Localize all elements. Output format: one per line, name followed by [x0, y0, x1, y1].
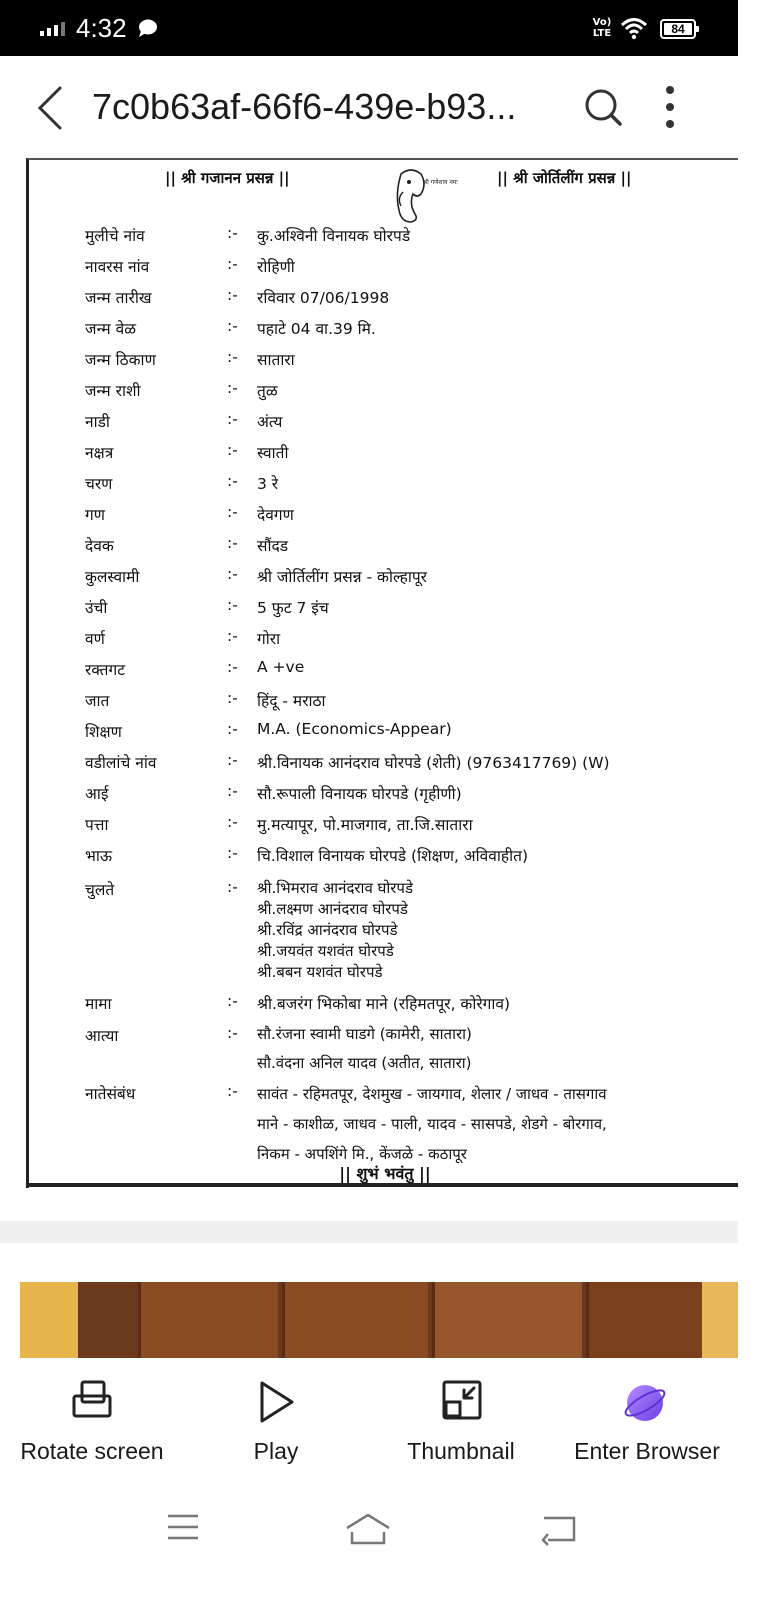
row-value: श्री जोर्तिलींग प्रसन्न - कोल्हापूर [257, 568, 428, 586]
row-separator: :- [227, 286, 238, 304]
row-separator: :- [227, 379, 238, 397]
row-label: वडीलांचे नांव [85, 754, 157, 772]
atya-line: सौ.वंदना अनिल यादव (अतीत, सातारा) [257, 1054, 472, 1072]
row-separator: :- [227, 720, 238, 738]
row-label: जन्म ठिकाण [85, 351, 156, 369]
row-separator: :- [227, 503, 238, 521]
row-label: चुलते [85, 881, 115, 899]
biodata-row [85, 534, 765, 560]
row-value: गोरा [257, 630, 281, 648]
biodata-row [85, 782, 765, 808]
browser-planet-icon [622, 1380, 668, 1426]
wifi-icon [620, 16, 648, 40]
row-separator: :- [227, 596, 238, 614]
row-value: सौ.रूपाली विनायक घोरपडे (गृहीणी) [257, 785, 462, 803]
biodata-page [26, 158, 738, 1188]
biodata-row [85, 503, 765, 529]
row-separator: :- [227, 255, 238, 273]
row-value: रविवार 07/06/1998 [257, 289, 390, 307]
row-label: नक्षत्र [85, 444, 114, 462]
next-page-photo-preview[interactable] [20, 1282, 738, 1358]
signal-icon [40, 22, 72, 36]
row-separator: :- [227, 317, 238, 335]
chulte-line: श्री.लक्ष्मण आनंदराव घोरपडे [257, 900, 408, 918]
row-separator: :- [227, 844, 238, 862]
bottom-toolbar [0, 1358, 738, 1486]
row-value: श्री.बजरंग भिकोबा माने (रहिमतपूर, कोरेगाव) [257, 995, 511, 1013]
row-label: गण [85, 506, 105, 524]
rotate-screen-button[interactable] [0, 1358, 184, 1486]
biodata-row [85, 410, 765, 436]
door-panel [282, 1282, 428, 1358]
chulte-line: श्री.जयवंत यशवंत घोरपडे [257, 942, 394, 960]
search-icon[interactable] [582, 86, 624, 128]
chat-bubble-icon [138, 19, 158, 37]
row-value: कु.अश्विनी विनायक घोरपडे [257, 227, 411, 245]
row-separator: :- [227, 689, 238, 707]
row-value: सौंदड [257, 537, 289, 555]
row-separator: :- [227, 534, 238, 552]
row-separator: :- [227, 410, 238, 428]
door-panel [586, 1282, 706, 1358]
row-separator: :- [227, 813, 238, 831]
biodata-row [85, 255, 765, 281]
biodata-row [85, 317, 765, 343]
row-separator: :- [227, 1082, 238, 1100]
row-value: हिंदू - मराठा [257, 692, 326, 710]
row-value: सातारा [257, 351, 295, 369]
biodata-row [85, 689, 765, 715]
row-label: चरण [85, 475, 113, 493]
row-label: शिक्षण [85, 723, 122, 741]
wall-region [702, 1282, 738, 1358]
biodata-row [85, 844, 765, 870]
row-label: नाडी [85, 413, 110, 431]
row-value: मु.मत्यापूर, पो.माजगाव, ता.जि.सातारा [257, 816, 473, 834]
biodata-row [85, 472, 765, 498]
play-button[interactable] [186, 1358, 366, 1486]
row-separator: :- [227, 878, 238, 896]
biodata-row [85, 627, 765, 653]
biodata-row [85, 813, 765, 839]
row-value: तुळ [257, 382, 278, 400]
row-label: वर्ण [85, 630, 105, 648]
row-separator: :- [227, 751, 238, 769]
row-separator: :- [227, 348, 238, 366]
row-separator: :- [227, 472, 238, 490]
biodata-row [85, 379, 765, 405]
row-label: जात [85, 692, 110, 710]
row-label: आई [85, 785, 109, 803]
row-value: 3 रे [257, 475, 279, 493]
row-label: देवक [85, 537, 114, 555]
natesambandh-line: सावंत - रहिमतपूर, देशमुख - जायगाव, शेलार / जाधव - तासगाव [257, 1085, 607, 1103]
row-value: चि.विशाल विनायक घोरपडे (शिक्षण, अविवाहीत) [257, 847, 529, 865]
row-label: आत्या [85, 1027, 119, 1045]
row-label: भाऊ [85, 847, 113, 865]
chulte-line: श्री.भिमराव आनंदराव घोरपडे [257, 879, 413, 897]
battery-level: 84 [664, 23, 692, 35]
row-chulte [85, 878, 765, 904]
row-value: M.A. (Economics-Appear) [257, 720, 452, 738]
file-title: 7c0b63af-66f6-439e-b93... [92, 86, 517, 127]
row-separator: :- [227, 565, 238, 583]
rotate-screen-icon [72, 1380, 112, 1420]
volte-icon: Vo) LTE [592, 17, 612, 39]
natesambandh-line: माने - काशीळ, जाधव - पाली, यादव - सासपडे, शेडगे - बोरगाव, [257, 1115, 607, 1133]
row-separator: :- [227, 224, 238, 242]
row-label: जन्म वेळ [85, 320, 137, 338]
row-separator: :- [227, 1024, 238, 1042]
biodata-row [85, 751, 765, 777]
door-panel [432, 1282, 582, 1358]
document-viewer[interactable] [0, 156, 738, 1246]
row-label: पत्ता [85, 816, 109, 834]
invocation-right: || श्री जोर्तिलींग प्रसन्न || [497, 169, 632, 187]
play-icon [256, 1380, 296, 1424]
biodata-row [85, 286, 765, 312]
back-nav-icon[interactable] [540, 1512, 580, 1544]
row-value: A +ve [257, 658, 305, 676]
row-value: अंत्य [257, 413, 283, 431]
rotate-screen-label: Rotate screen [20, 1438, 164, 1464]
row-label: मामा [85, 995, 112, 1013]
battery-icon [660, 19, 696, 39]
row-value: स्वाती [257, 444, 289, 462]
thumbnail-button[interactable] [366, 1358, 556, 1486]
row-value: 5 फुट 7 इंच [257, 599, 329, 617]
row-label: जन्म राशी [85, 382, 141, 400]
biodata-row [85, 596, 765, 622]
row-separator: :- [227, 441, 238, 459]
logo-text: श्री गणेशाय नमः [423, 179, 458, 186]
biodata-row [85, 224, 765, 250]
enter-browser-button[interactable] [556, 1358, 738, 1486]
app-bar [0, 56, 738, 156]
biodata-row [85, 441, 765, 467]
biodata-row [85, 565, 765, 591]
ganesh-logo-icon [383, 164, 458, 226]
biodata-row [85, 348, 765, 374]
wall-region [20, 1282, 78, 1358]
row-label: जन्म तारीख [85, 289, 152, 307]
row-value: रोहिणी [257, 258, 295, 276]
row-label: कुलस्वामी [85, 568, 140, 586]
row-separator: :- [227, 627, 238, 645]
system-nav-bar [0, 1490, 738, 1600]
page-bottom-rule [26, 1183, 738, 1187]
thumbnail-icon [442, 1380, 482, 1420]
enter-browser-label: Enter Browser [574, 1438, 720, 1464]
row-label: नावरस नांव [85, 258, 150, 276]
biodata-row [85, 720, 765, 746]
menu-lines-icon[interactable] [166, 1512, 200, 1542]
invocation-left: || श्री गजानन प्रसन्न || [165, 169, 290, 187]
row-label: रक्तगट [85, 661, 126, 679]
back-icon[interactable] [32, 84, 68, 132]
page-gap [0, 1221, 738, 1243]
row-separator: :- [227, 658, 238, 676]
door-panel [138, 1282, 278, 1358]
natesambandh-line: निकम - अपशिंगे मि., केंजळे - कठापूर [257, 1145, 467, 1163]
row-value: देवगण [257, 506, 294, 524]
atya-line: सौ.रंजना स्वामी घाडगे (कामेरी, सातारा) [257, 1025, 472, 1043]
chulte-line: श्री.रविंद्र आनंदराव घोरपडे [257, 921, 398, 939]
row-separator: :- [227, 782, 238, 800]
row-value: पहाटे 04 वा.39 मि. [257, 320, 376, 338]
play-label: Play [253, 1438, 299, 1464]
status-time: 4:32 [76, 13, 127, 43]
more-vertical-icon[interactable] [664, 84, 676, 130]
row-label: उंची [85, 599, 108, 617]
row-label: नातेसंबंध [85, 1085, 136, 1103]
biodata-row [85, 658, 765, 684]
row-value: श्री.विनायक आनंदराव घोरपडे (शेती) (9763417769) (W) [257, 754, 610, 772]
row-label: मुलीचे नांव [85, 227, 145, 245]
closing-blessing: || शुभं भवंतु || [339, 1164, 431, 1183]
row-mama [85, 992, 765, 1018]
home-icon[interactable] [344, 1512, 392, 1546]
row-separator: :- [227, 992, 238, 1010]
status-bar [0, 0, 738, 56]
chulte-line: श्री.बबन यशवंत घोरपडे [257, 963, 383, 981]
thumbnail-label: Thumbnail [407, 1438, 515, 1464]
